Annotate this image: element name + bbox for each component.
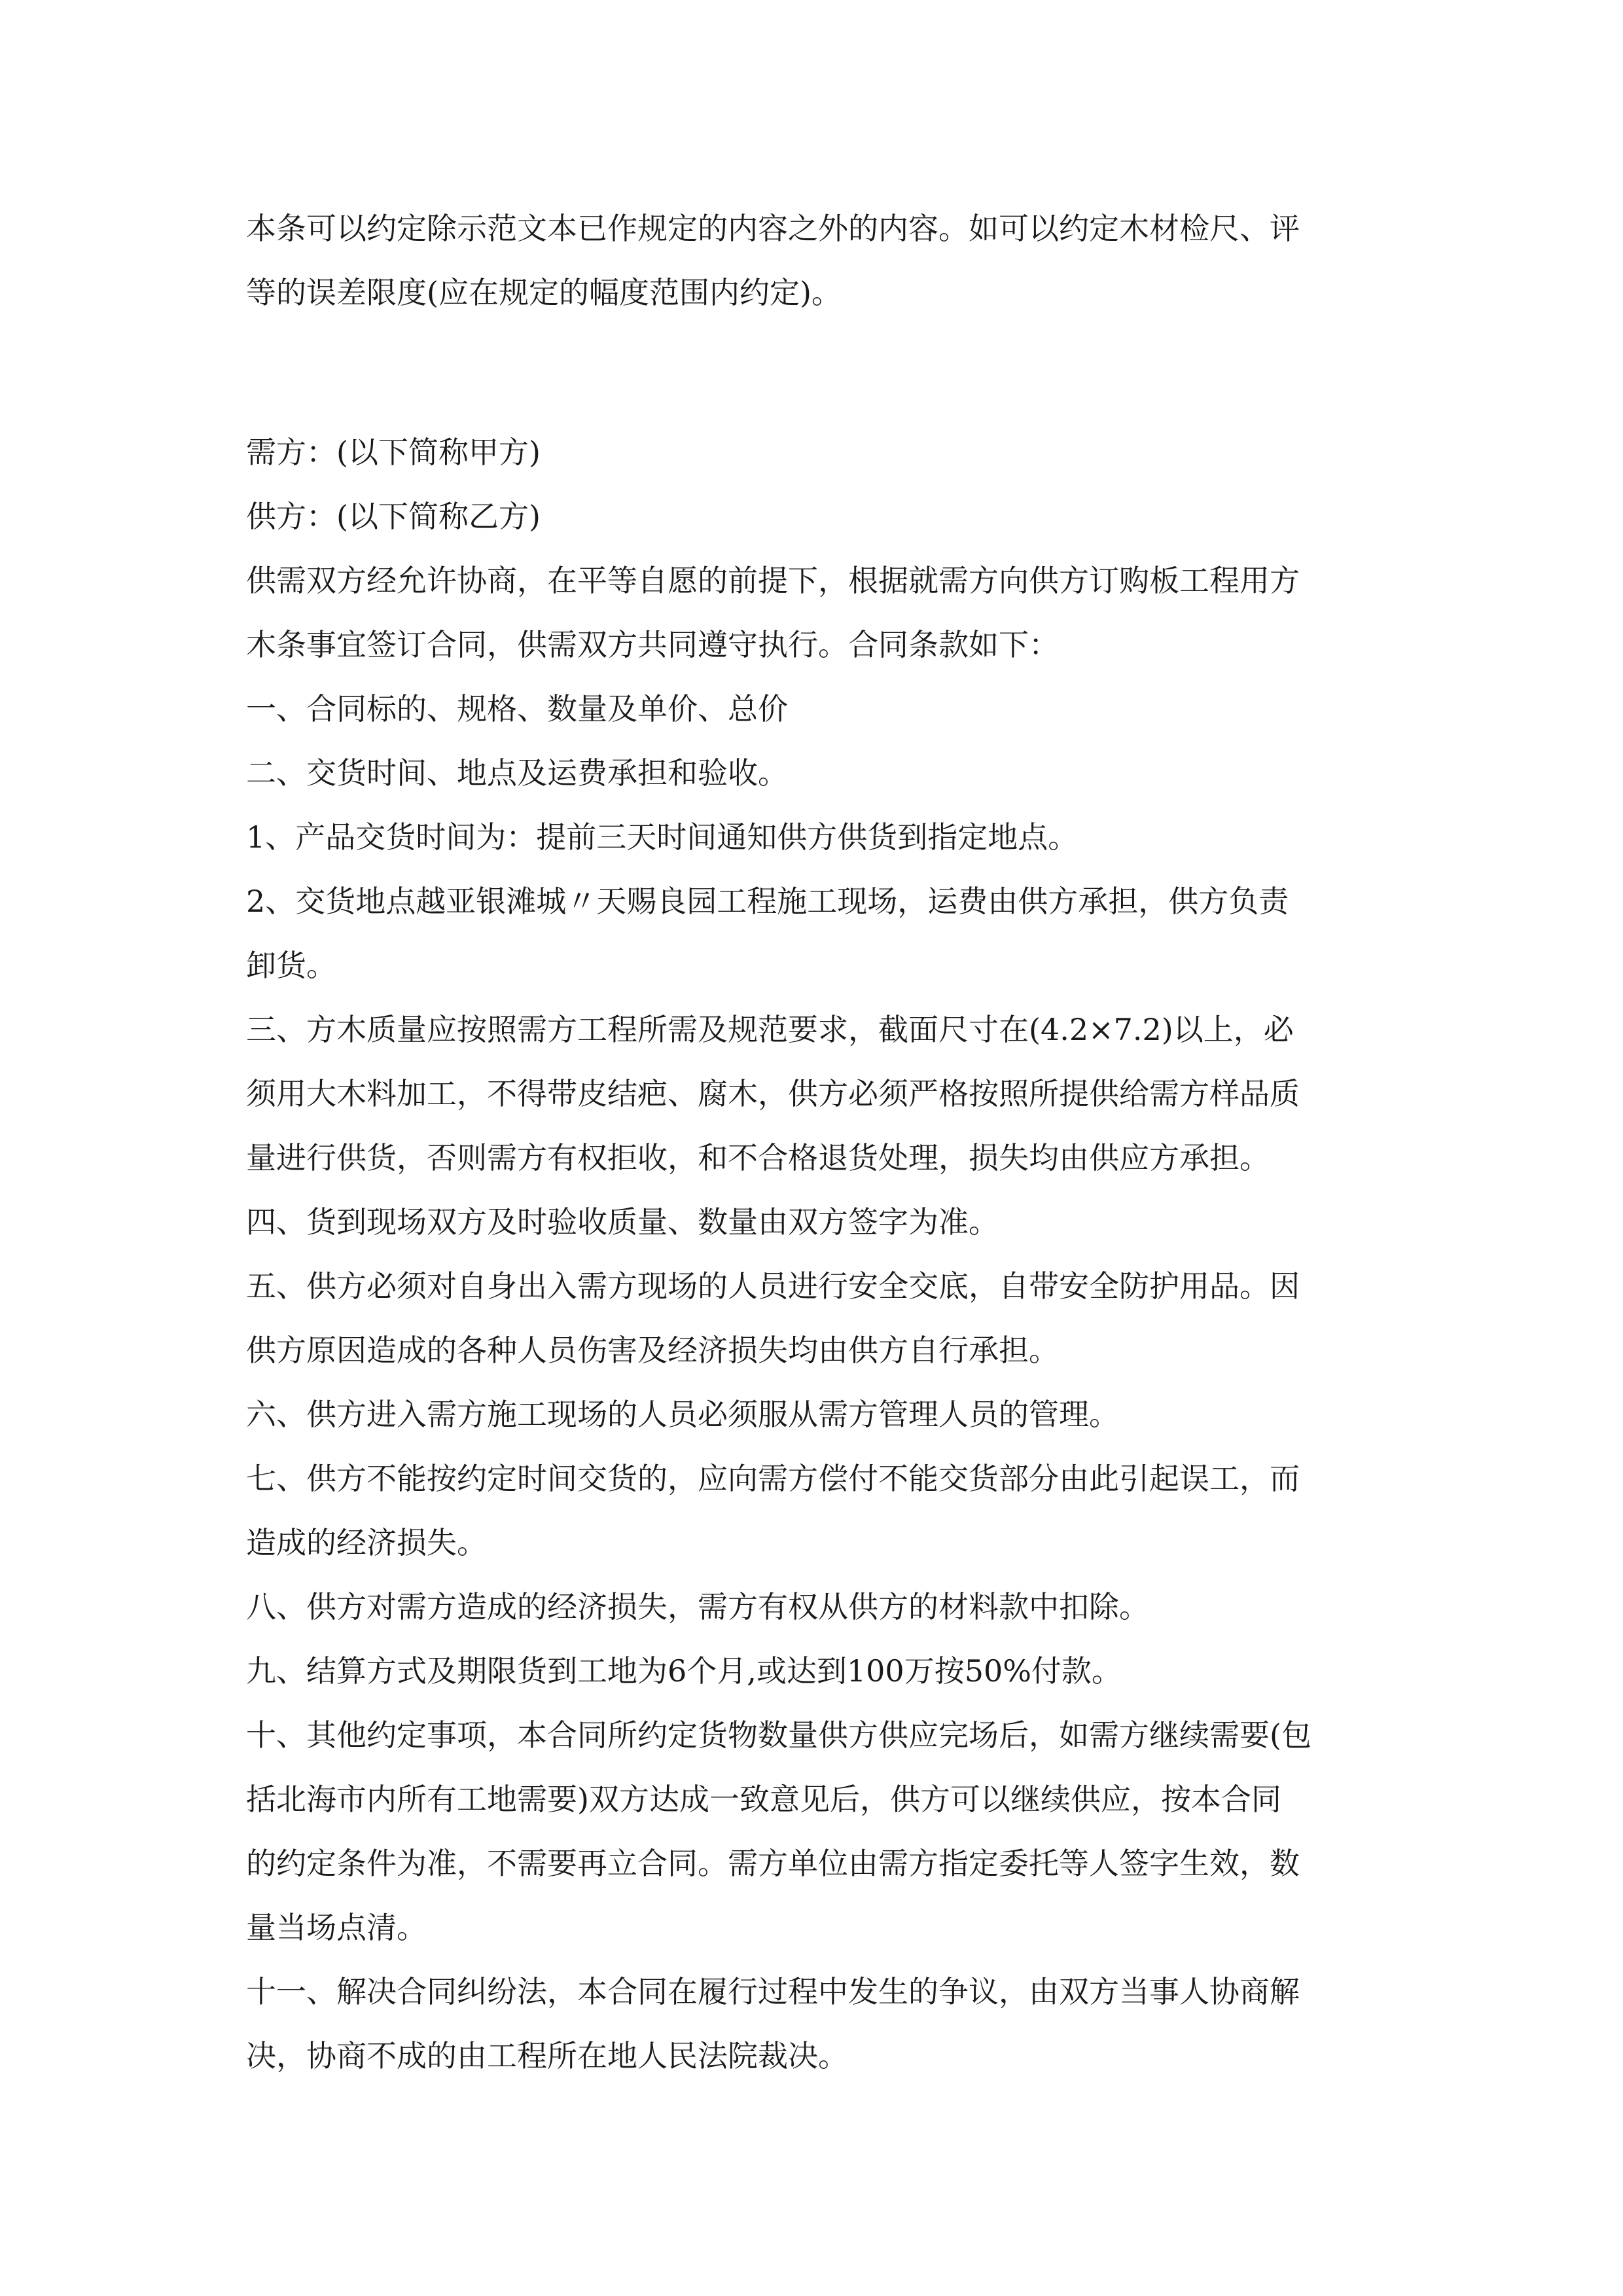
- clause-2: [246, 741, 1386, 805]
- buyer-party: 需方：(以下简称甲方): [246, 435, 541, 470]
- text-line: 五、供方必须对自身出入需方现场的人员进行安全交底，自带安全防护用品。因: [246, 1268, 1300, 1304]
- text-line: 的约定条件为准，不需要再立合同。需方单位由需方指定委托等人签字生效，数: [246, 1846, 1300, 1881]
- clause-10: [246, 1703, 1386, 1960]
- clause-2-item-1: [246, 805, 1386, 869]
- text-line: 七、供方不能按约定时间交货的，应向需方偿付不能交货部分由此引起误工，而: [246, 1461, 1300, 1496]
- clause-5: [246, 1254, 1386, 1382]
- text-line: 六、供方进入需方施工现场的人员必须服从需方管理人员的管理。: [246, 1397, 1119, 1432]
- clause-1: [246, 677, 1386, 741]
- clause-3: [246, 997, 1386, 1190]
- text-line: 九、结算方式及期限货到工地为6个月,或达到100万按50%付款。: [246, 1653, 1122, 1689]
- text-line: 三、方木质量应按照需方工程所需及规范要求，截面尺寸在(4.2×7.2)以上，必: [246, 1012, 1294, 1047]
- seller-party: 供方：(以下简称乙方): [246, 499, 541, 534]
- text-line: 供方原因造成的各种人员伤害及经济损失均由供方自行承担。: [246, 1333, 1059, 1368]
- paragraph-gap: [246, 325, 1386, 420]
- document-body: [246, 196, 1386, 2088]
- clause-7: [246, 1446, 1386, 1575]
- clause-6: [246, 1382, 1386, 1446]
- text-line: 括北海市内所有工地需要)双方达成一致意见后，供方可以继续供应，按本合同: [246, 1782, 1281, 1817]
- text-line: 一、合同标的、规格、数量及单价、总价: [246, 691, 788, 726]
- text-line: 量当场点清。: [246, 1910, 427, 1945]
- preamble-paragraph: [246, 548, 1386, 677]
- text-line: 供需双方经允许协商，在平等自愿的前提下，根据就需方向供方订购板工程用方: [246, 563, 1300, 598]
- clause-11: [246, 1960, 1386, 2088]
- clause-9: [246, 1639, 1386, 1703]
- text-line: 十、其他约定事项，本合同所约定货物数量供方供应完场后，如需方继续需要(包: [246, 1717, 1311, 1753]
- intro-paragraph: [246, 196, 1386, 325]
- text-line: 决，协商不成的由工程所在地人民法院裁决。: [246, 2038, 848, 2073]
- clause-8: [246, 1575, 1386, 1639]
- text-line: 二、交货时间、地点及运费承担和验收。: [246, 755, 788, 791]
- clause-4: [246, 1190, 1386, 1254]
- text-line: 十一、解决合同纠纷法，本合同在履行过程中发生的争议，由双方当事人协商解: [246, 1974, 1300, 2009]
- text-line: 卸货。: [246, 948, 336, 983]
- text-line: 木条事宜签订合同，供需双方共同遵守执行。合同条款如下：: [246, 627, 1059, 662]
- text-line: 2、交货地点越亚银滩城〃天赐良园工程施工现场，运费由供方承担，供方负责: [246, 884, 1289, 919]
- text-line: 等的误差限度(应在规定的幅度范围内约定)。: [246, 275, 842, 310]
- parties-block: [246, 420, 1386, 548]
- text-line: 四、货到现场双方及时验收质量、数量由双方签字为准。: [246, 1204, 999, 1240]
- clause-2-item-2: [246, 869, 1386, 997]
- text-line: 造成的经济损失。: [246, 1525, 487, 1560]
- text-line: 八、供方对需方造成的经济损失，需方有权从供方的材料款中扣除。: [246, 1589, 1149, 1624]
- text-line: 1、产品交货时间为：提前三天时间通知供方供货到指定地点。: [246, 819, 1079, 855]
- text-line: 须用大木料加工，不得带皮结疤、腐木，供方必须严格按照所提供给需方样品质: [246, 1076, 1300, 1111]
- text-line: 量进行供货，否则需方有权拒收，和不合格退货处理，损失均由供应方承担。: [246, 1140, 1270, 1175]
- text-line: 本条可以约定除示范文本已作规定的内容之外的内容。如可以约定木材检尺、评: [246, 211, 1300, 246]
